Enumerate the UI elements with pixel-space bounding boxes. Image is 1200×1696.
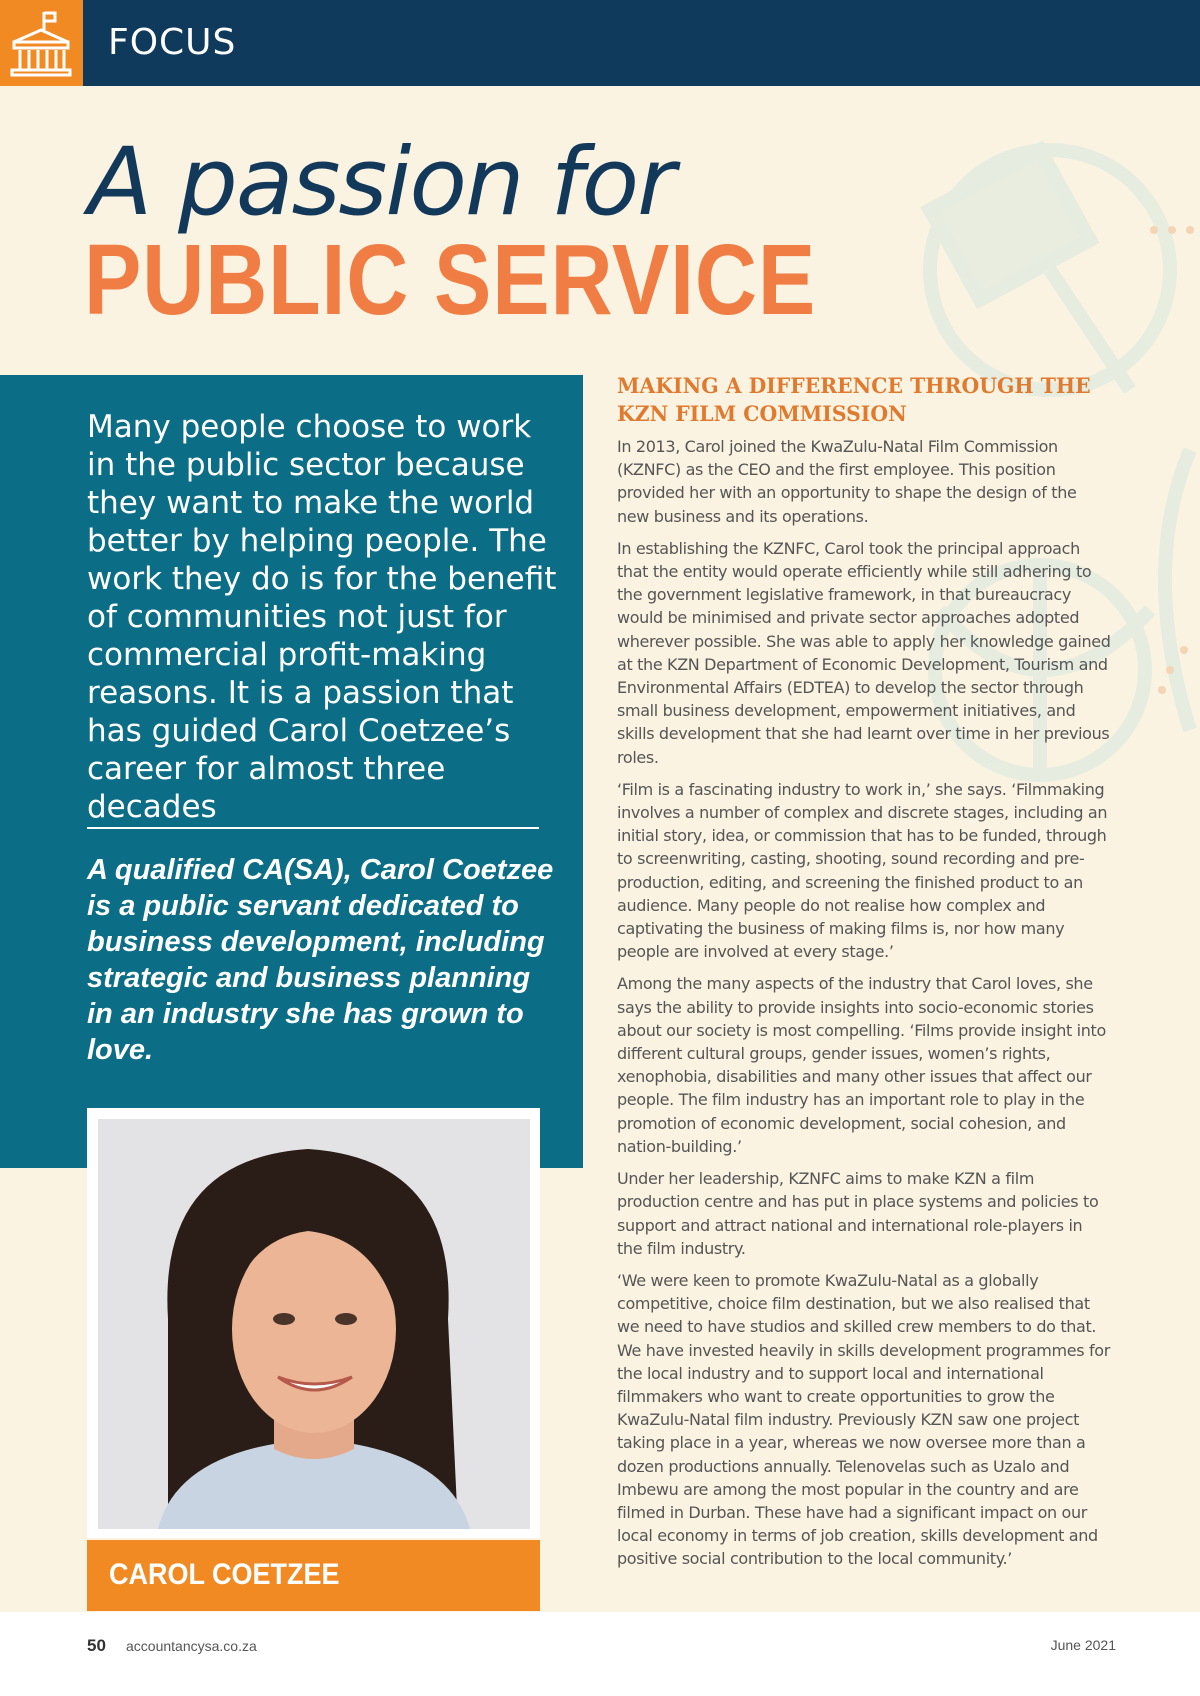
page-number: 50 xyxy=(87,1636,106,1655)
portrait-photo xyxy=(98,1119,530,1529)
article-paragraph: In establishing the KZNFC, Carol took the principal approach that the entity would operate efficiently while still adhering to the government legislative framework, in that bureaucracy would be minimised and private sector approaches adopted wherever possible. She was able to apply her knowledge gained at the KZN Department of Economic Development, Tourism and Environmental Affairs (EDTEA) to develop the sector through small business development, empowerment initiatives, and skills development that she had learnt over time in her previous roles. xyxy=(617,538,1111,767)
photo-caption-bar xyxy=(87,1540,540,1611)
footer xyxy=(0,1612,1200,1696)
headline-line-1: A passion for xyxy=(88,128,674,237)
section-icon-box xyxy=(0,0,83,86)
headline-line-2: PUBLIC SERVICE xyxy=(84,224,817,336)
panel-divider xyxy=(87,827,539,829)
standfirst: A qualified CA(SA), Carol Coetzee is a public servant dedicated to business development, including strategic and business planning in an industry she has grown to love. xyxy=(87,854,554,1066)
article-paragraph: In 2013, Carol joined the KwaZulu-Natal Film Commission (KZNFC) as the CEO and the first employee. This position provided her with an opportunity to shape the design of the new business and its operations. xyxy=(617,437,1077,526)
site-url: accountancysa.co.za xyxy=(126,1638,257,1654)
article-paragraph: ‘We were keen to promote KwaZulu-Natal as a globally competitive, choice film destination, but we also realised that we need to have studios and skilled crew members to do that. We have invested heavily in skills development programmes for the local industry and to support local and international filmmakers who want to create opportunities to grow the KwaZulu-Natal film industry. Previously KZN saw one project taking place in a year, whereas we now oversee more than a dozen productions annually. Telenovelas such as Uzalo and Imbewu are among the most popular in the country and are filmed in Durban. These have had a significant impact on our local economy in terms of job creation, skills development and positive social contribution to the local community.’ xyxy=(617,1270,1110,1569)
article-paragraph: ‘Film is a fascinating industry to work in,’ she says. ‘Filmmaking involves a number of complex and discrete stages, including an initial story, idea, or commission that has to be funded, through to screenwriting, casting, shooting, sound recording and pre-production, editing, and screening the finished product to an audience. Many people do not realise how complex and captivating the business of making films is, nor how many people are involved at every stage.’ xyxy=(617,779,1108,962)
building-icon xyxy=(0,0,83,86)
section-label: FOCUS xyxy=(108,22,237,63)
article-paragraph: Under her leadership, KZNFC aims to make KZN a film production centre and has put in place systems and policies to support and attract national and international role-players in the film industry. xyxy=(617,1169,1099,1258)
article-subhead: MAKING A DIFFERENCE THROUGH THE KZN FILM COMMISSION xyxy=(617,373,1091,426)
intro-text: Many people choose to work in the public sector because they want to make the world better by helping people. The work they do is for the benefit of communities not just for commercial profit-making reasons. It is a passion that has guided Carol Coetzee’s career for almost three decades xyxy=(87,409,557,825)
photo-caption: CAROL COETZEE xyxy=(109,1558,340,1591)
header-bar xyxy=(0,0,1200,86)
issue-date: June 2021 xyxy=(1050,1637,1116,1653)
article-paragraph: Among the many aspects of the industry that Carol loves, she says the ability to provide insights into socio-economic stories about our society is most compelling. ‘Films provide insight into different cultural groups, gender issues, women’s rights, xenophobia, disabilities and many other issues that affect our people. The film industry has an important role to play in the promotion of economic development, social cohesion, and nation-building.’ xyxy=(617,974,1106,1156)
article-body xyxy=(617,372,1112,1580)
